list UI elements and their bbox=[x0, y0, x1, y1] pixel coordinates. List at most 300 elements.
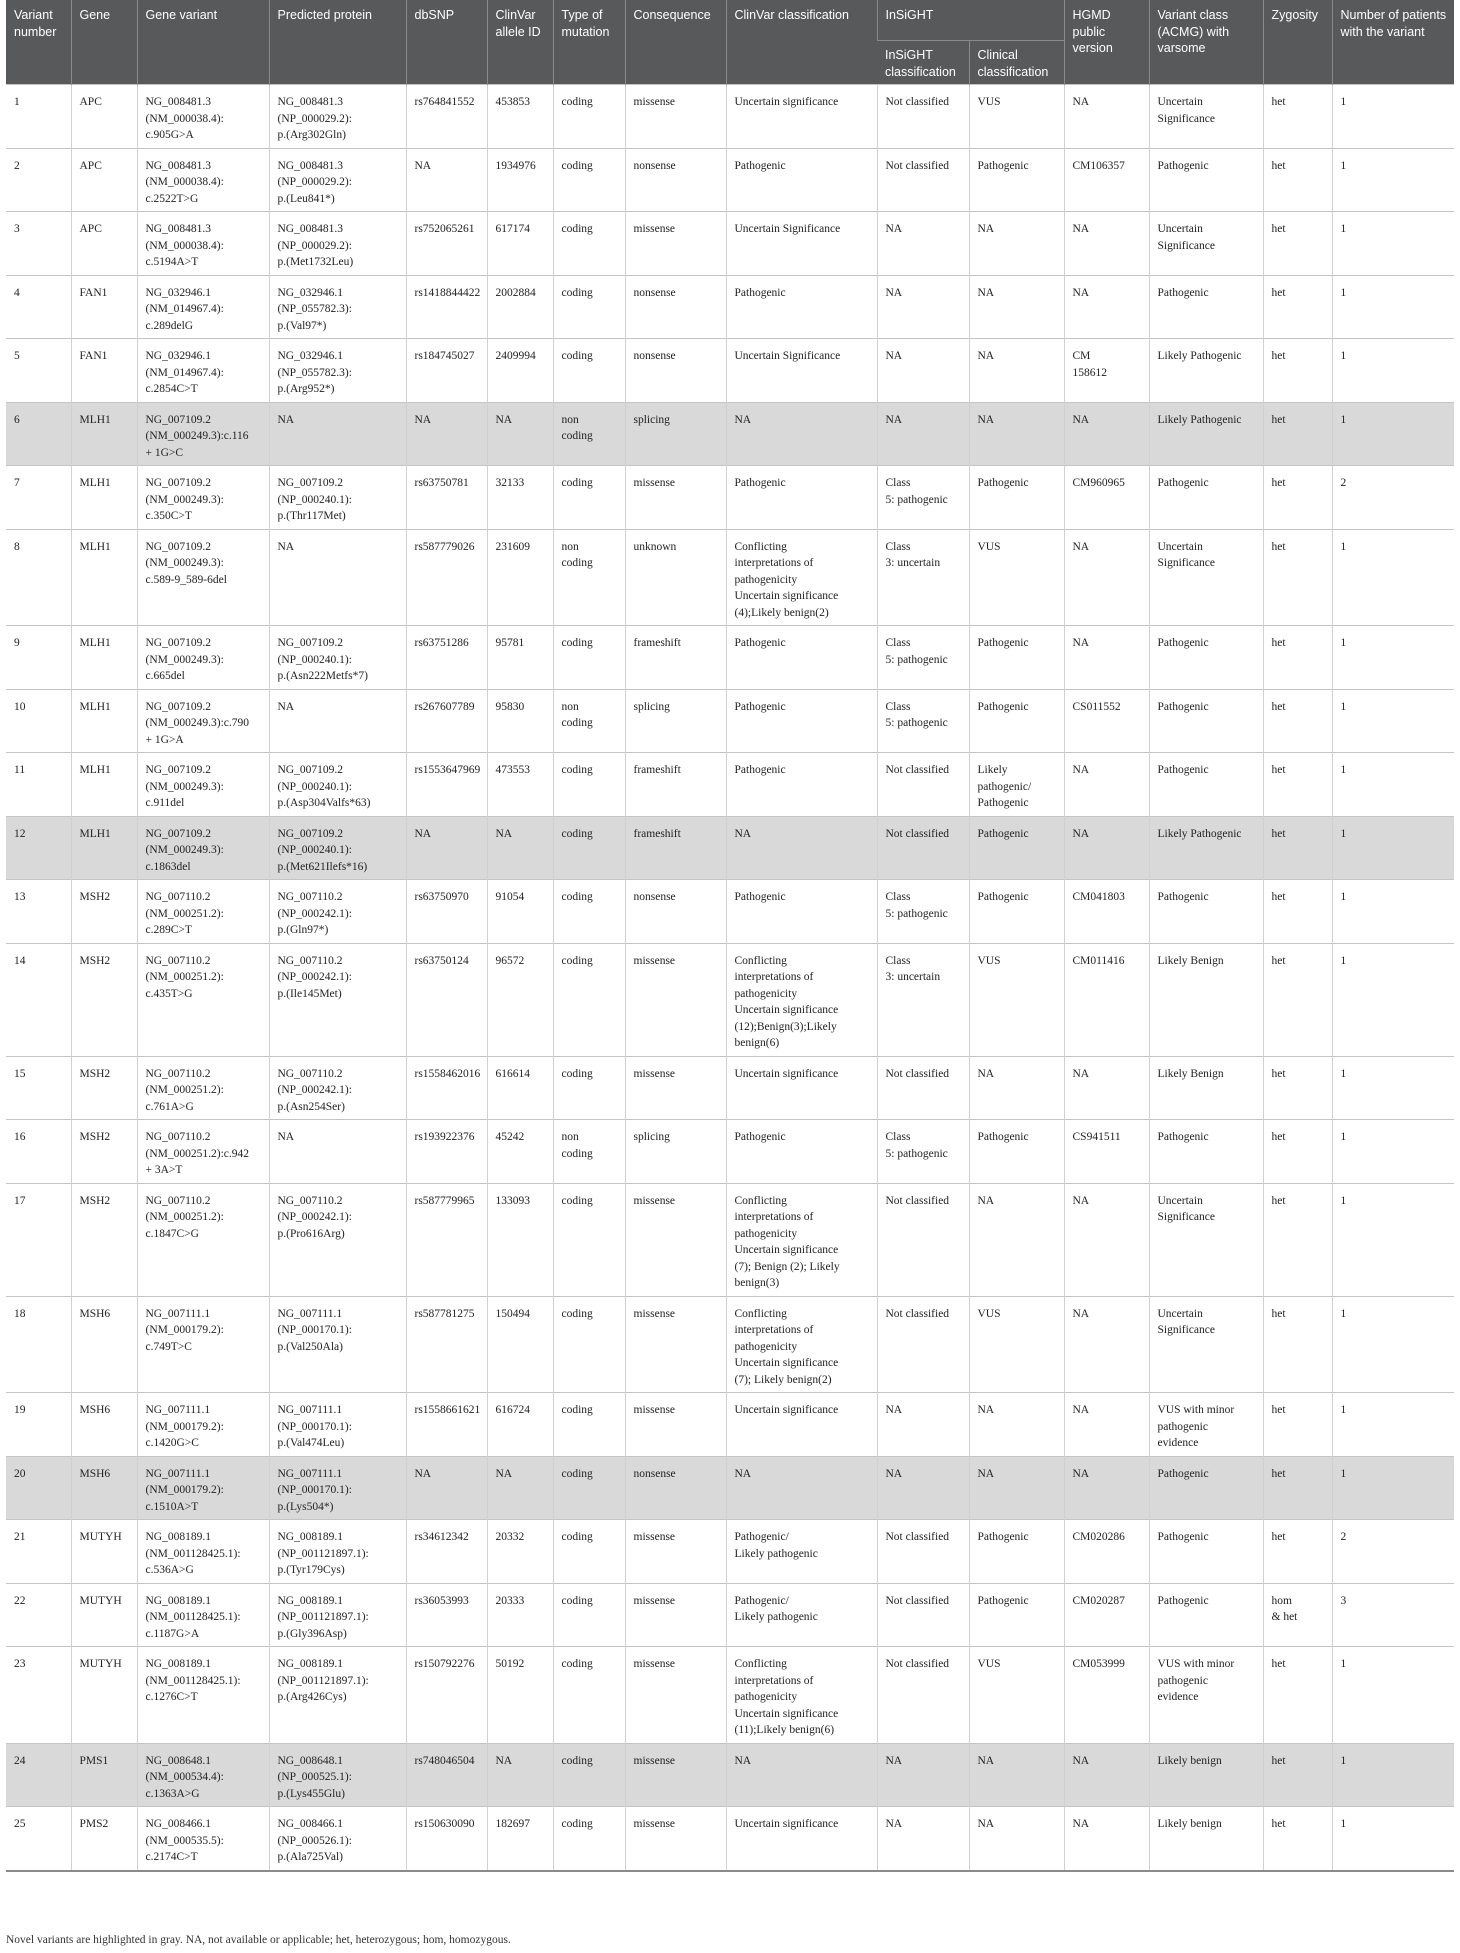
cell-gene-variant bbox=[137, 1393, 269, 1457]
cell-num-patients-text: 3 bbox=[1340, 1594, 1347, 1607]
cell-insight-classification bbox=[877, 275, 969, 339]
cell-consequence-text: missense bbox=[633, 1404, 676, 1416]
cell-zygosity-text: het bbox=[1271, 1131, 1286, 1143]
cell-gene bbox=[71, 880, 137, 944]
cell-clinvar-classification bbox=[726, 1056, 877, 1120]
cell-hgmd bbox=[1064, 402, 1149, 466]
cell-type-of-mutation bbox=[553, 816, 625, 880]
cell-zygosity-text: het bbox=[1271, 96, 1286, 108]
cell-clinvar-allele-id-text: 20333 bbox=[495, 1594, 525, 1607]
table-row bbox=[6, 1520, 1454, 1584]
cell-zygosity bbox=[1263, 402, 1332, 466]
cell-clinical-classification bbox=[969, 1647, 1064, 1744]
cell-clinvar-classification-text: Conflicting interpretations of pathogenicity Uncertain significance (7); Benign (2); Likely benign(3) bbox=[734, 1194, 840, 1289]
cell-gene-variant bbox=[137, 529, 269, 626]
cell-num-patients-text: 1 bbox=[1340, 1131, 1347, 1143]
cell-variant-class-text: Pathogenic bbox=[1157, 286, 1209, 299]
cell-zygosity-text: het bbox=[1271, 286, 1286, 299]
cell-gene bbox=[71, 212, 137, 276]
cell-gene-variant-text: NG_007109.2 (NM_000249.3): c.665del bbox=[145, 637, 224, 682]
cell-clinvar-allele-id-text: 32133 bbox=[495, 477, 525, 489]
cell-variant-number bbox=[6, 1520, 71, 1584]
cell-num-patients bbox=[1332, 1807, 1454, 1871]
cell-insight-classification-text: NA bbox=[885, 350, 903, 362]
cell-clinvar-classification-text: Conflicting interpretations of pathogenicity Uncertain significance (4);Likely benign(2) bbox=[734, 540, 839, 619]
cell-type-of-mutation bbox=[553, 1393, 625, 1457]
cell-variant-number bbox=[6, 275, 71, 339]
cell-clinvar-classification bbox=[726, 1456, 877, 1520]
cell-clinvar-classification bbox=[726, 626, 877, 690]
cell-dbsnp-text: NA bbox=[414, 413, 432, 426]
cell-hgmd-text: CS941511 bbox=[1072, 1131, 1121, 1143]
cell-hgmd bbox=[1064, 148, 1149, 212]
cell-dbsnp-text: rs34612342 bbox=[414, 1531, 469, 1543]
cell-clinvar-allele-id bbox=[487, 1647, 553, 1744]
cell-hgmd bbox=[1064, 1183, 1149, 1296]
cell-predicted-protein-text: NA bbox=[277, 700, 295, 713]
table-row bbox=[6, 943, 1454, 1056]
cell-clinical-classification-text: Pathogenic bbox=[977, 827, 1029, 840]
table-row bbox=[6, 1120, 1454, 1184]
cell-clinical-classification-text: NA bbox=[977, 1194, 995, 1207]
cell-zygosity bbox=[1263, 1583, 1332, 1647]
cell-zygosity bbox=[1263, 1393, 1332, 1457]
cell-insight-classification bbox=[877, 148, 969, 212]
cell-predicted-protein bbox=[269, 529, 406, 626]
cell-clinical-classification bbox=[969, 1807, 1064, 1871]
cell-insight-classification-text: NA bbox=[885, 413, 903, 426]
cell-clinvar-allele-id bbox=[487, 85, 553, 149]
cell-clinical-classification bbox=[969, 1520, 1064, 1584]
cell-hgmd-text: CM020287 bbox=[1072, 1594, 1125, 1607]
cell-consequence bbox=[625, 1456, 726, 1520]
cell-hgmd-text: CM 158612 bbox=[1072, 350, 1107, 379]
table-row bbox=[6, 816, 1454, 880]
table-row bbox=[6, 1583, 1454, 1647]
cell-predicted-protein-text: NG_007109.2 (NP_000240.1): p.(Asn222Metfs*7) bbox=[277, 637, 368, 682]
cell-predicted-protein-text: NG_008189.1 (NP_001121897.1): p.(Gly396Asp) bbox=[277, 1594, 369, 1640]
cell-dbsnp bbox=[406, 148, 487, 212]
cell-type-of-mutation bbox=[553, 85, 625, 149]
table-body bbox=[6, 85, 1454, 1871]
cell-predicted-protein-text: NA bbox=[277, 1131, 295, 1143]
cell-hgmd-text: CM053999 bbox=[1072, 1658, 1125, 1670]
cell-gene bbox=[71, 816, 137, 880]
cell-consequence-text: nonsense bbox=[633, 159, 676, 172]
cell-zygosity bbox=[1263, 816, 1332, 880]
cell-variant-class bbox=[1149, 1296, 1263, 1393]
cell-gene-variant-text: NG_008481.3 (NM_000038.4): c.5194A>T bbox=[145, 223, 224, 268]
table-row bbox=[6, 85, 1454, 149]
cell-dbsnp-text: rs184745027 bbox=[414, 350, 475, 362]
cell-type-of-mutation bbox=[553, 1583, 625, 1647]
cell-variant-number bbox=[6, 1807, 71, 1871]
cell-type-of-mutation bbox=[553, 275, 625, 339]
cell-num-patients bbox=[1332, 880, 1454, 944]
cell-gene-variant-text: NG_008481.3 (NM_000038.4): c.2522T>G bbox=[145, 159, 224, 205]
cell-consequence bbox=[625, 689, 726, 753]
cell-predicted-protein bbox=[269, 943, 406, 1056]
cell-clinical-classification-text: NA bbox=[977, 1467, 995, 1480]
cell-zygosity bbox=[1263, 689, 1332, 753]
cell-predicted-protein bbox=[269, 1296, 406, 1393]
cell-predicted-protein-text: NG_007111.1 (NP_000170.1): p.(Val250Ala) bbox=[277, 1307, 352, 1353]
cell-clinvar-classification-text: Pathogenic/ Likely pathogenic bbox=[734, 1594, 818, 1623]
cell-dbsnp bbox=[406, 85, 487, 149]
cell-num-patients bbox=[1332, 1583, 1454, 1647]
cell-type-of-mutation bbox=[553, 1056, 625, 1120]
cell-hgmd bbox=[1064, 1583, 1149, 1647]
cell-insight-classification-text: Class 3: uncertain bbox=[885, 954, 941, 983]
cell-gene-variant bbox=[137, 339, 269, 403]
cell-clinical-classification bbox=[969, 275, 1064, 339]
cell-predicted-protein bbox=[269, 466, 406, 530]
cell-num-patients bbox=[1332, 1120, 1454, 1184]
cell-variant-number bbox=[6, 1583, 71, 1647]
cell-hgmd bbox=[1064, 1456, 1149, 1520]
cell-clinvar-classification-text: Uncertain Significance bbox=[734, 350, 841, 362]
cell-variant-class bbox=[1149, 1807, 1263, 1871]
cell-gene-text: PMS2 bbox=[79, 1818, 109, 1830]
cell-insight-classification bbox=[877, 689, 969, 753]
cell-type-of-mutation bbox=[553, 1120, 625, 1184]
cell-zygosity-text: het bbox=[1271, 637, 1286, 649]
cell-type-of-mutation-text: coding bbox=[561, 286, 593, 299]
cell-hgmd-text: NA bbox=[1072, 1404, 1090, 1416]
cell-zygosity-text: het bbox=[1271, 413, 1286, 426]
cell-num-patients-text: 1 bbox=[1340, 827, 1347, 840]
cell-hgmd bbox=[1064, 275, 1149, 339]
cell-clinvar-classification bbox=[726, 1120, 877, 1184]
cell-variant-class-text: Likely benign bbox=[1157, 1754, 1222, 1767]
cell-insight-classification-text: NA bbox=[885, 286, 903, 299]
cell-num-patients-text: 1 bbox=[1340, 1754, 1347, 1767]
cell-variant-class bbox=[1149, 1120, 1263, 1184]
cell-predicted-protein-text: NG_007111.1 (NP_000170.1): p.(Val474Leu) bbox=[277, 1404, 352, 1449]
cell-zygosity bbox=[1263, 339, 1332, 403]
cell-consequence-text: missense bbox=[633, 1531, 676, 1543]
header-type-of-mutation: Type of mutation bbox=[553, 0, 625, 85]
cell-dbsnp-text: rs36053993 bbox=[414, 1594, 469, 1607]
cell-predicted-protein-text: NG_008481.3 (NP_000029.2): p.(Arg302Gln) bbox=[277, 96, 352, 141]
cell-variant-number-text: 21 bbox=[14, 1531, 26, 1543]
cell-variant-number bbox=[6, 148, 71, 212]
cell-num-patients-text: 1 bbox=[1340, 540, 1347, 553]
cell-variant-class bbox=[1149, 1520, 1263, 1584]
cell-hgmd bbox=[1064, 212, 1149, 276]
cell-clinical-classification-text: VUS bbox=[977, 954, 1001, 967]
cell-zygosity bbox=[1263, 1183, 1332, 1296]
cell-variant-number-text: 7 bbox=[14, 477, 20, 489]
cell-hgmd-text: CM960965 bbox=[1072, 477, 1125, 489]
cell-clinvar-allele-id-text: 20332 bbox=[495, 1531, 525, 1543]
cell-gene-text: MLH1 bbox=[79, 764, 111, 776]
cell-dbsnp-text: rs1558661621 bbox=[414, 1404, 481, 1416]
cell-type-of-mutation bbox=[553, 689, 625, 753]
cell-zygosity bbox=[1263, 880, 1332, 944]
cell-gene bbox=[71, 1393, 137, 1457]
cell-clinvar-allele-id-text: 473553 bbox=[495, 764, 530, 776]
cell-variant-class bbox=[1149, 1183, 1263, 1296]
cell-num-patients bbox=[1332, 1296, 1454, 1393]
cell-num-patients-text: 1 bbox=[1340, 413, 1347, 426]
cell-clinvar-classification-text: Pathogenic/ Likely pathogenic bbox=[734, 1531, 818, 1560]
table-row bbox=[6, 880, 1454, 944]
cell-dbsnp-text: rs63750781 bbox=[414, 477, 469, 489]
cell-type-of-mutation bbox=[553, 1807, 625, 1871]
cell-zygosity-text: het bbox=[1271, 1658, 1286, 1670]
cell-gene-text: MLH1 bbox=[79, 827, 111, 840]
cell-hgmd bbox=[1064, 85, 1149, 149]
cell-gene-text: MUTYH bbox=[79, 1594, 122, 1607]
header-gene-variant: Gene variant bbox=[137, 0, 269, 85]
cell-dbsnp-text: rs150630090 bbox=[414, 1818, 475, 1830]
cell-clinvar-classification bbox=[726, 1393, 877, 1457]
cell-clinvar-classification-text: Pathogenic bbox=[734, 286, 786, 299]
cell-variant-number bbox=[6, 1120, 71, 1184]
cell-variant-class-text: Uncertain Significance bbox=[1157, 540, 1215, 569]
cell-clinvar-allele-id bbox=[487, 148, 553, 212]
cell-dbsnp-text: rs587779965 bbox=[414, 1194, 475, 1207]
cell-insight-classification-text: NA bbox=[885, 1754, 903, 1767]
cell-variant-class bbox=[1149, 880, 1263, 944]
cell-clinvar-classification-text: NA bbox=[734, 827, 752, 840]
cell-gene-text: MUTYH bbox=[79, 1658, 122, 1670]
cell-variant-class-text: Pathogenic bbox=[1157, 891, 1209, 903]
cell-insight-classification bbox=[877, 1520, 969, 1584]
cell-insight-classification-text: Class 5: pathogenic bbox=[885, 700, 948, 729]
cell-variant-number-text: 17 bbox=[14, 1194, 26, 1207]
cell-clinvar-classification-text: Pathogenic bbox=[734, 477, 786, 489]
cell-variant-number-text: 13 bbox=[14, 891, 26, 903]
cell-insight-classification-text: Not classified bbox=[885, 827, 950, 840]
cell-insight-classification-text: NA bbox=[885, 1467, 903, 1480]
cell-hgmd bbox=[1064, 466, 1149, 530]
cell-type-of-mutation bbox=[553, 529, 625, 626]
cell-num-patients bbox=[1332, 85, 1454, 149]
cell-zygosity bbox=[1263, 1520, 1332, 1584]
cell-gene-text: MSH2 bbox=[79, 1067, 111, 1080]
cell-gene-text: MSH2 bbox=[79, 891, 111, 903]
cell-hgmd bbox=[1064, 943, 1149, 1056]
cell-clinvar-classification-text: NA bbox=[734, 1754, 752, 1767]
cell-insight-classification bbox=[877, 529, 969, 626]
cell-variant-class bbox=[1149, 1583, 1263, 1647]
cell-type-of-mutation bbox=[553, 339, 625, 403]
cell-zygosity bbox=[1263, 148, 1332, 212]
cell-num-patients bbox=[1332, 1183, 1454, 1296]
cell-variant-number-text: 4 bbox=[14, 286, 20, 299]
table-header bbox=[6, 0, 1454, 85]
header-insight: InSiGHT bbox=[877, 0, 1064, 41]
cell-dbsnp-text: rs764841552 bbox=[414, 96, 475, 108]
cell-gene bbox=[71, 275, 137, 339]
cell-type-of-mutation bbox=[553, 402, 625, 466]
cell-predicted-protein bbox=[269, 689, 406, 753]
cell-clinvar-classification bbox=[726, 1647, 877, 1744]
cell-clinvar-classification bbox=[726, 148, 877, 212]
cell-gene bbox=[71, 1456, 137, 1520]
cell-predicted-protein bbox=[269, 1807, 406, 1871]
cell-gene-variant-text: NG_007111.1 (NM_000179.2): c.1420G>C bbox=[145, 1404, 224, 1449]
cell-clinvar-classification bbox=[726, 1743, 877, 1807]
cell-gene-variant-text: NG_008189.1 (NM_001128425.1): c.536A>G bbox=[145, 1531, 241, 1576]
cell-clinvar-allele-id bbox=[487, 1120, 553, 1184]
cell-insight-classification bbox=[877, 212, 969, 276]
cell-variant-class-text: Likely Pathogenic bbox=[1157, 827, 1242, 840]
cell-hgmd-text: NA bbox=[1072, 540, 1090, 553]
cell-gene-variant bbox=[137, 753, 269, 817]
cell-consequence-text: splicing bbox=[633, 1131, 670, 1143]
cell-clinvar-allele-id-text: 616724 bbox=[495, 1404, 530, 1416]
cell-dbsnp-text: NA bbox=[414, 159, 432, 172]
cell-hgmd bbox=[1064, 816, 1149, 880]
cell-consequence bbox=[625, 753, 726, 817]
cell-variant-class-text: Uncertain Significance bbox=[1157, 1307, 1215, 1336]
cell-clinvar-classification-text: Conflicting interpretations of pathogenicity Uncertain significance (7); Likely benign(2) bbox=[734, 1307, 839, 1386]
cell-variant-class bbox=[1149, 1456, 1263, 1520]
cell-insight-classification bbox=[877, 85, 969, 149]
header-predicted-protein: Predicted protein bbox=[269, 0, 406, 85]
cell-type-of-mutation bbox=[553, 1296, 625, 1393]
cell-hgmd bbox=[1064, 753, 1149, 817]
cell-type-of-mutation bbox=[553, 212, 625, 276]
cell-num-patients bbox=[1332, 816, 1454, 880]
cell-predicted-protein-text: NG_008648.1 (NP_000525.1): p.(Lys455Glu) bbox=[277, 1754, 352, 1800]
table-row bbox=[6, 339, 1454, 403]
cell-consequence-text: splicing bbox=[633, 700, 670, 713]
cell-hgmd bbox=[1064, 1393, 1149, 1457]
cell-type-of-mutation-text: non coding bbox=[561, 1131, 593, 1160]
cell-variant-number-text: 8 bbox=[14, 540, 20, 553]
cell-clinical-classification-text: VUS bbox=[977, 540, 1001, 553]
cell-gene-text: MUTYH bbox=[79, 1531, 122, 1543]
table-row bbox=[6, 1743, 1454, 1807]
cell-clinvar-allele-id bbox=[487, 1183, 553, 1296]
cell-consequence-text: missense bbox=[633, 1594, 676, 1607]
cell-num-patients bbox=[1332, 275, 1454, 339]
cell-dbsnp-text: rs1418844422 bbox=[414, 286, 481, 299]
cell-predicted-protein bbox=[269, 212, 406, 276]
cell-dbsnp bbox=[406, 1743, 487, 1807]
cell-dbsnp bbox=[406, 1393, 487, 1457]
cell-gene-variant-text: NG_007111.1 (NM_000179.2): c.1510A>T bbox=[145, 1467, 224, 1513]
cell-predicted-protein bbox=[269, 1583, 406, 1647]
cell-gene bbox=[71, 402, 137, 466]
cell-variant-class-text: Uncertain Significance bbox=[1157, 96, 1215, 125]
cell-num-patients bbox=[1332, 148, 1454, 212]
cell-variant-number bbox=[6, 1056, 71, 1120]
cell-insight-classification-text: NA bbox=[885, 1404, 903, 1416]
cell-type-of-mutation bbox=[553, 148, 625, 212]
cell-type-of-mutation-text: non coding bbox=[561, 540, 593, 569]
cell-dbsnp-text: rs150792276 bbox=[414, 1658, 475, 1670]
cell-gene bbox=[71, 1183, 137, 1296]
table-row bbox=[6, 402, 1454, 466]
cell-predicted-protein bbox=[269, 402, 406, 466]
cell-consequence-text: frameshift bbox=[633, 827, 681, 840]
cell-clinical-classification bbox=[969, 339, 1064, 403]
cell-zygosity-text: hom & het bbox=[1271, 1594, 1298, 1623]
cell-clinvar-classification-text: Pathogenic bbox=[734, 891, 786, 903]
cell-clinvar-classification-text: Uncertain significance bbox=[734, 1818, 839, 1830]
cell-dbsnp bbox=[406, 1583, 487, 1647]
cell-num-patients-text: 2 bbox=[1340, 1531, 1347, 1543]
cell-predicted-protein-text: NG_007111.1 (NP_000170.1): p.(Lys504*) bbox=[277, 1467, 352, 1513]
cell-type-of-mutation-text: coding bbox=[561, 1531, 593, 1543]
table-row bbox=[6, 1647, 1454, 1744]
cell-predicted-protein-text: NA bbox=[277, 540, 295, 553]
cell-variant-number bbox=[6, 1183, 71, 1296]
cell-num-patients bbox=[1332, 1056, 1454, 1120]
cell-insight-classification-text: Not classified bbox=[885, 1531, 950, 1543]
cell-clinvar-allele-id bbox=[487, 1743, 553, 1807]
cell-dbsnp bbox=[406, 402, 487, 466]
cell-predicted-protein-text: NG_008481.3 (NP_000029.2): p.(Met1732Leu) bbox=[277, 223, 354, 268]
cell-zygosity bbox=[1263, 1807, 1332, 1871]
cell-dbsnp bbox=[406, 626, 487, 690]
cell-hgmd bbox=[1064, 880, 1149, 944]
cell-dbsnp bbox=[406, 466, 487, 530]
cell-gene-variant bbox=[137, 148, 269, 212]
cell-insight-classification bbox=[877, 753, 969, 817]
cell-dbsnp bbox=[406, 1056, 487, 1120]
cell-variant-number-text: 23 bbox=[14, 1658, 26, 1670]
cell-variant-number-text: 1 bbox=[14, 96, 20, 108]
cell-variant-number bbox=[6, 1393, 71, 1457]
cell-variant-class bbox=[1149, 466, 1263, 530]
cell-gene-variant-text: NG_007109.2 (NM_000249.3): c.589-9_589-6del bbox=[145, 540, 227, 586]
cell-dbsnp bbox=[406, 339, 487, 403]
cell-predicted-protein bbox=[269, 339, 406, 403]
cell-clinical-classification bbox=[969, 466, 1064, 530]
cell-variant-class bbox=[1149, 339, 1263, 403]
cell-type-of-mutation-text: non coding bbox=[561, 700, 593, 729]
cell-gene-variant bbox=[137, 1296, 269, 1393]
cell-hgmd bbox=[1064, 1296, 1149, 1393]
cell-variant-class bbox=[1149, 1056, 1263, 1120]
cell-dbsnp bbox=[406, 880, 487, 944]
cell-gene-variant bbox=[137, 1056, 269, 1120]
cell-predicted-protein bbox=[269, 880, 406, 944]
cell-dbsnp-text: NA bbox=[414, 1467, 432, 1480]
cell-insight-classification bbox=[877, 1393, 969, 1457]
cell-clinvar-classification bbox=[726, 1583, 877, 1647]
cell-consequence bbox=[625, 1520, 726, 1584]
cell-insight-classification bbox=[877, 1296, 969, 1393]
cell-consequence-text: nonsense bbox=[633, 286, 676, 299]
cell-variant-number bbox=[6, 943, 71, 1056]
cell-consequence-text: splicing bbox=[633, 413, 670, 426]
cell-variant-class bbox=[1149, 1393, 1263, 1457]
cell-clinvar-classification-text: Uncertain significance bbox=[734, 1404, 839, 1416]
cell-insight-classification-text: NA bbox=[885, 1818, 903, 1830]
cell-type-of-mutation bbox=[553, 1520, 625, 1584]
cell-variant-number bbox=[6, 1296, 71, 1393]
cell-zygosity-text: het bbox=[1271, 700, 1286, 713]
header-variant-number: Variant number bbox=[6, 0, 71, 85]
cell-variant-class bbox=[1149, 689, 1263, 753]
cell-insight-classification bbox=[877, 880, 969, 944]
cell-consequence-text: missense bbox=[633, 1194, 676, 1207]
cell-dbsnp bbox=[406, 1647, 487, 1744]
cell-gene-variant-text: NG_007110.2 (NM_000251.2): c.289C>T bbox=[145, 891, 224, 936]
cell-consequence-text: nonsense bbox=[633, 1467, 676, 1480]
cell-zygosity bbox=[1263, 943, 1332, 1056]
cell-variant-class-text: Likely Benign bbox=[1157, 1067, 1224, 1080]
cell-clinvar-allele-id bbox=[487, 339, 553, 403]
cell-type-of-mutation-text: coding bbox=[561, 1594, 593, 1607]
